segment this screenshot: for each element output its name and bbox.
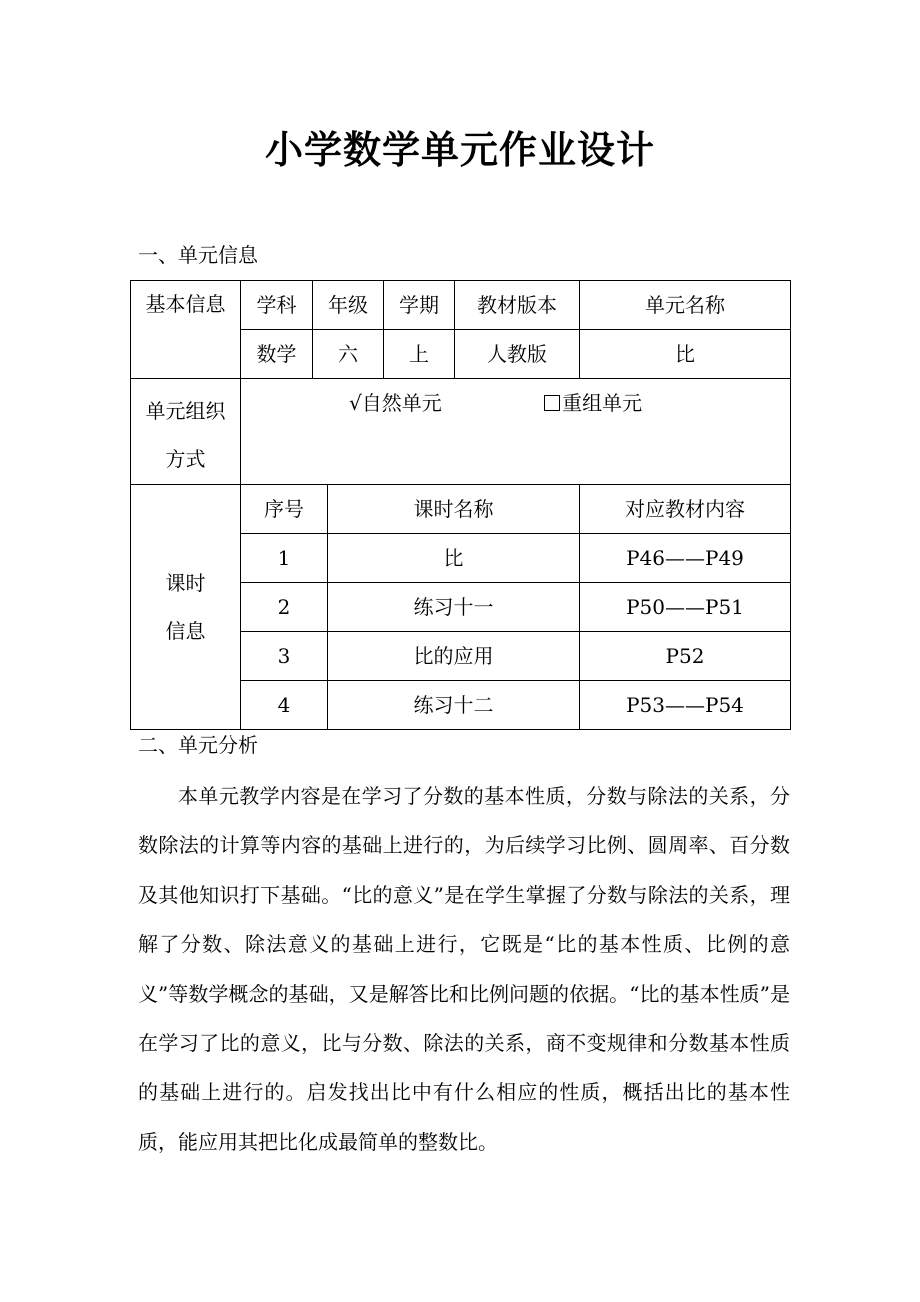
- header-textbook-pages: 对应教材内容: [580, 485, 791, 534]
- value-grade: 六: [313, 330, 384, 379]
- option-regrouped-unit[interactable]: [544, 389, 642, 417]
- header-term: 学期: [384, 281, 455, 330]
- analysis-paragraph: 本单元教学内容是在学习了分数的基本性质，分数与除法的关系，分数除法的计算等内容的基础上进行的，为后续学习比例、圆周率、百分数及其他知识打下基础。“比的意义”是在学生掌握了分数与除法的关系，理解了分数、除法意义的基础上进行，它既是“比的基本性质、比例的意义”等数学概念的基础，又是解答比和比例问题的依据。“比的基本性质”是在学习了比的意义，比与分数、除法的关系，商不变规律和分数基本性质的基础上进行的。启发找出比中有什么相应的性质，概括出比的基本性质，能应用其把比化成最简单的整数比。: [138, 784, 790, 1154]
- org-row: [131, 379, 791, 485]
- header-lesson-no: 序号: [241, 485, 328, 534]
- basic-info-label: 基本信息: [131, 281, 241, 379]
- lesson-name: 比的应用: [328, 632, 580, 681]
- lessons-label-line1: 课时: [165, 571, 206, 595]
- lessons-label: [131, 485, 241, 730]
- header-unit-name: 单元名称: [580, 281, 791, 330]
- lesson-pages: P52: [580, 632, 791, 681]
- header-lesson-name: 课时名称: [328, 485, 580, 534]
- header-textbook: 教材版本: [455, 281, 580, 330]
- basic-info-header-row: [131, 281, 791, 330]
- lessons-label-line2: 信息: [165, 619, 206, 643]
- org-label-line1: 单元组织: [145, 399, 226, 423]
- lesson-no: 3: [241, 632, 328, 681]
- org-label: [131, 379, 241, 485]
- value-subject: 数学: [241, 330, 313, 379]
- lesson-pages: P50——P51: [580, 583, 791, 632]
- option-natural-unit-label: 自然单元: [361, 391, 442, 415]
- value-textbook: 人教版: [455, 330, 580, 379]
- lesson-pages: P46——P49: [580, 534, 791, 583]
- lesson-no: 1: [241, 534, 328, 583]
- org-label-line2: 方式: [165, 447, 206, 471]
- value-term: 上: [384, 330, 455, 379]
- lesson-name: 练习十二: [328, 681, 580, 730]
- option-natural-unit[interactable]: [349, 389, 442, 417]
- unit-info-table: [130, 280, 791, 730]
- lesson-name: 练习十一: [328, 583, 580, 632]
- section-heading-unit-info: 一、单元信息: [138, 243, 258, 267]
- section-heading-unit-analysis: 二、单元分析: [138, 733, 258, 757]
- lesson-no: 4: [241, 681, 328, 730]
- check-mark-icon: √: [349, 391, 362, 415]
- page-title: 小学数学单元作业设计: [264, 127, 655, 172]
- header-grade: 年级: [313, 281, 384, 330]
- option-regrouped-unit-label: 重组单元: [562, 391, 643, 415]
- org-options: [241, 379, 791, 485]
- value-unit-name: 比: [580, 330, 791, 379]
- lesson-no: 2: [241, 583, 328, 632]
- checkbox-empty-icon: [544, 395, 560, 411]
- lessons-header-row: [131, 485, 791, 534]
- lesson-name: 比: [328, 534, 580, 583]
- lesson-pages: P53——P54: [580, 681, 791, 730]
- header-subject: 学科: [241, 281, 313, 330]
